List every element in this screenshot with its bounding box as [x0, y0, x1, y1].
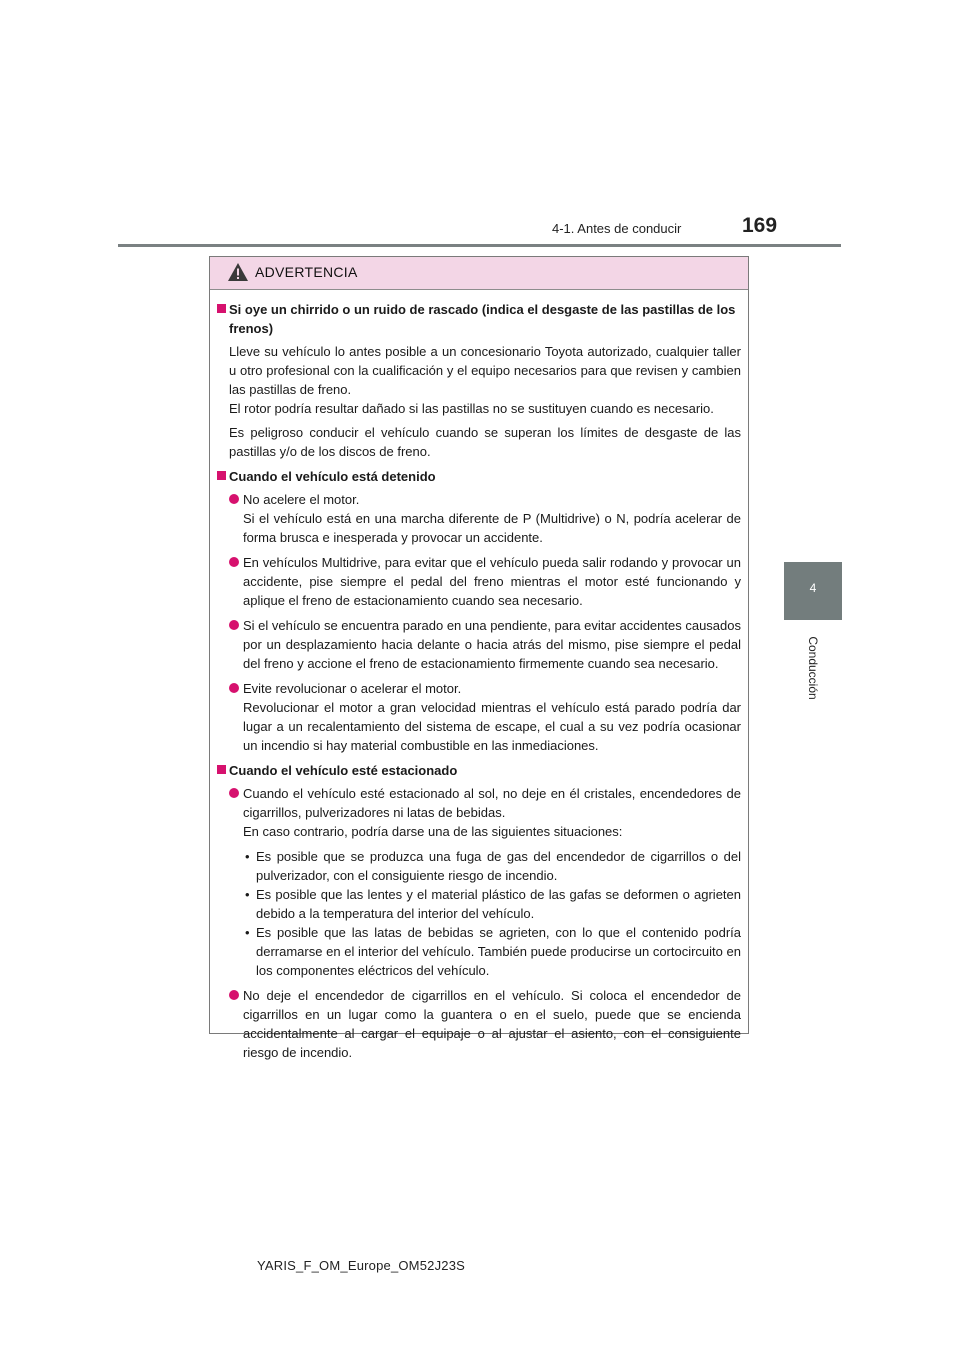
square-bullet-icon [217, 304, 226, 313]
chapter-number: 4 [809, 581, 817, 595]
circle-bullet-icon [229, 788, 239, 798]
list-item: No deje el encendedor de cigarrillos en el vehículo. Si coloca el encendedor de cigarrillos en un lugar como la guantera o en el suelo, puede que se encienda accidentalmente al cargar el equipaje o al ajustar el asiento, con el consiguiente riesgo de incendio. [217, 986, 741, 1062]
sub-list-item: • Es posible que se produzca una fuga de gas del encendedor de cigarrillos o del pulverizador, con el consiguiente riesgo de incendio. [245, 849, 741, 883]
warning-box [209, 256, 749, 1060]
paragraph: Es peligroso conducir el vehículo cuando se superan los límites de desgaste de las pastillas y/o de los discos de freno. [229, 425, 741, 459]
list-item: Evite revolucionar o acelerar el motor. Revolucionar el motor a gran velocidad mientras el vehículo está parado podría dar lugar a un recalentamiento del sistema de escape, el cual a su vez podría ocasionar un incendio si hay material combustible en las inmediaciones. [217, 679, 741, 755]
list-item: En vehículos Multidrive, para evitar que el vehículo pueda salir rodando y provocar un accidente, pise siempre el pedal del freno mientras el motor esté funcionando y aplique el freno de estacionamiento cuando sea necesario. [217, 553, 741, 610]
warning-title: ADVERTENCIA [255, 264, 358, 280]
square-bullet-icon [217, 765, 226, 774]
circle-bullet-icon [229, 494, 239, 504]
circle-bullet-icon [229, 557, 239, 567]
section-heading: Cuando el vehículo está detenido [217, 467, 741, 486]
circle-bullet-icon [229, 990, 239, 1000]
document-code: YARIS_F_OM_Europe_OM52J23S [257, 1258, 466, 1273]
sub-list-item: • Es posible que las latas de bebidas se agrieten, con lo que el contenido podría derramarse en el interior del vehículo. También puede producirse un cortocircuito en los componentes eléctricos del vehículo. [245, 925, 741, 978]
chapter-tab [784, 562, 842, 620]
circle-bullet-icon [229, 683, 239, 693]
chapter-label: Conducción [806, 636, 820, 700]
section-heading: Cuando el vehículo esté estacionado [217, 761, 741, 780]
paragraph: El rotor podría resultar dañado si las pastillas no se sustituyen cuando es necesario. [229, 401, 714, 416]
sub-list [217, 847, 741, 980]
section-title: 4-1. Antes de conducir [552, 221, 682, 236]
circle-bullet-icon [229, 620, 239, 630]
list-item: Si el vehículo se encuentra parado en una pendiente, para evitar accidentes causados por un desplazamiento hacia delante o hacia atrás del mismo, pise siempre el pedal del freno y accione el freno de estacionamiento firmemente cuando sea necesario. [217, 616, 741, 673]
square-bullet-icon [217, 471, 226, 480]
section-heading: Si oye un chirrido o un ruido de rascado (indica el desgaste de las pastillas de los frenos) [217, 300, 741, 338]
chapter-label-rail [784, 620, 842, 715]
warning-body [210, 289, 748, 1062]
list-item: Cuando el vehículo esté estacionado al sol, no deje en él cristales, encendedores de cigarrillos, pulverizadores ni latas de bebidas. En caso contrario, podría darse una de las siguientes situaciones: [217, 784, 741, 841]
list-item: No acelere el motor. Si el vehículo está en una marcha diferente de P (Multidrive) o N, podría acelerar de forma brusca e inesperada y provocar un accidente. [217, 490, 741, 547]
paragraph: Lleve su vehículo lo antes posible a un concesionario Toyota autorizado, cualquier taller u otro profesional con la cualificación y el equipo necesarios para que revisen y cambien las pastillas de freno. [229, 344, 741, 397]
warning-header [210, 257, 748, 290]
sub-list-item: • Es posible que las lentes y el material plástico de las gafas se deformen o agrieten debido a la temperatura del interior del vehículo. [245, 887, 741, 921]
page-number: 169 [742, 214, 778, 237]
header-divider [118, 244, 841, 247]
warning-triangle-icon [227, 262, 249, 282]
